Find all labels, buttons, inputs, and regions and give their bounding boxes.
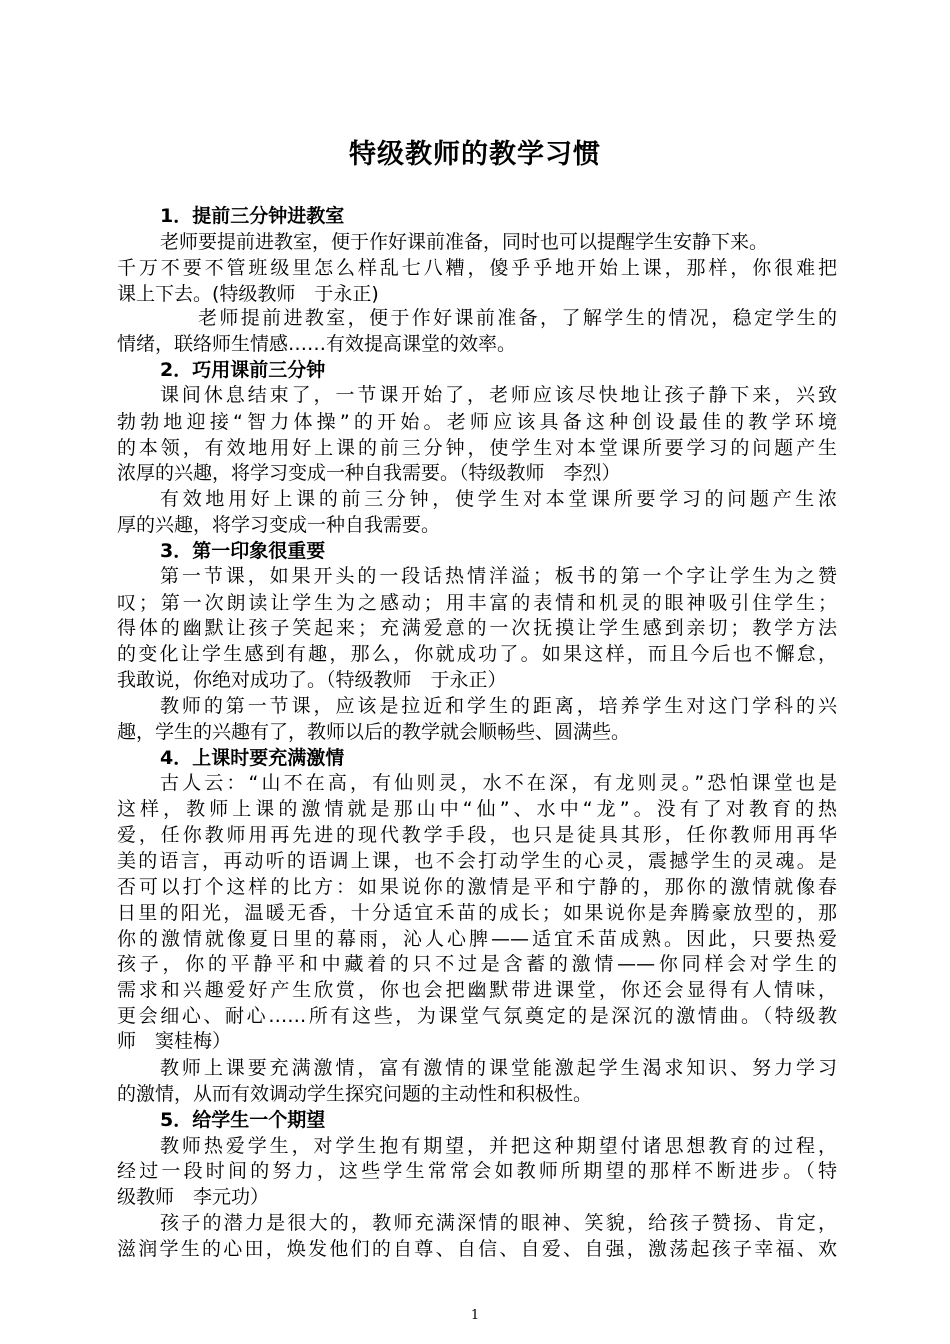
- paragraph-line: 浓厚的兴趣，将学习变成一种自我需要。（特级教师 李烈）: [117, 462, 621, 484]
- section-heading: 5．给学生一个期望: [160, 1109, 326, 1131]
- paragraph-line: 第一节课，如果开头的一段话热情洋溢；板书的第一个字让学生为之赞: [160, 565, 837, 587]
- paragraph-line: 古人云：“山不在高，有仙则灵，水不在深，有龙则灵。”恐怕课堂也是: [160, 772, 837, 794]
- paragraph-line: 课间休息结束了，一节课开始了，老师应该尽快地让孩子静下来，兴致: [160, 384, 837, 406]
- paragraph-line: 有效地用好上课的前三分钟，使学生对本堂课所要学习的问题产生浓: [160, 488, 837, 510]
- paragraph-line: 趣，学生的兴趣有了，教师以后的教学就会顺畅些、圆满些。: [117, 721, 631, 743]
- paragraph-line: 师 窦桂梅）: [117, 1030, 232, 1052]
- section-heading: 4．上课时要充满激情: [160, 747, 345, 769]
- paragraph-line: 厚的兴趣，将学习变成一种自我需要。: [117, 514, 441, 536]
- paragraph-line: 教师上课要充满激情，富有激情的课堂能激起学生渴求知识、努力学习: [160, 1057, 837, 1079]
- paragraph-line: 日里的阳光，温暖无香，十分适宜禾苗的成长；如果说你是奔腾豪放型的，那: [117, 902, 837, 924]
- paragraph-line: 千万不要不管班级里怎么样乱七八糟，傻乎乎地开始上课，那样，你很难把: [117, 257, 837, 279]
- section-heading: 3．第一印象很重要: [160, 540, 326, 562]
- paragraph-line: 叹；第一次朗读让学生为之感动；用丰富的表情和机灵的眼神吸引住学生；: [117, 592, 837, 614]
- paragraph-line: 得体的幽默让孩子笑起来；充满爱意的一次抚摸让学生感到亲切；教学方法: [117, 617, 837, 639]
- paragraph-line: 更会细心、耐心……所有这些，为课堂气氛奠定的是深沉的激情曲。（特级教: [117, 1005, 837, 1027]
- paragraph-line: 级教师 李元功）: [117, 1186, 270, 1208]
- paragraph-line: 老师提前进教室，便于作好课前准备，了解学生的情况，稳定学生的: [198, 307, 837, 329]
- paragraph-line: 孩子的潜力是很大的，教师充满深情的眼神、笑貌，给孩子赞扬、肯定，: [160, 1212, 837, 1234]
- paragraph-line: 勃勃地迎接“智力体操”的开始。老师应该具备这种创设最佳的教学环境: [117, 411, 837, 433]
- paragraph-line: 的本领，有效地用好上课的前三分钟，使学生对本堂课所要学习的问题产生: [117, 437, 837, 459]
- paragraph-line: 经过一段时间的努力，这些学生常常会如教师所期望的那样不断进步。（特: [117, 1160, 837, 1182]
- paragraph-line: 教师热爱学生，对学生抱有期望，并把这种期望付诸思想教育的过程，: [160, 1135, 837, 1157]
- section-heading: 1．提前三分钟进教室: [160, 205, 345, 227]
- paragraph-line: 课上下去。(特级教师 于永正): [117, 283, 379, 305]
- paragraph-line: 你的激情就像夏日里的幕雨，沁人心脾——适宜禾苗成熟。因此，只要热爱: [117, 928, 837, 950]
- paragraph-line: 滋润学生的心田，焕发他们的自尊、自信、自爱、自强，激荡起孩子幸福、欢: [117, 1238, 837, 1260]
- paragraph-line: 教师的第一节课，应该是拉近和学生的距离，培养学生对这门学科的兴: [160, 695, 837, 717]
- document-title: 特级教师的教学习惯: [349, 139, 601, 170]
- paragraph-line: 需求和兴趣爱好产生欣赏，你也会把幽默带进课堂，你还会显得有人情味，: [117, 979, 837, 1001]
- paragraph-line: 这样，教师上课的激情就是那山中“仙”、水中“龙”。没有了对教育的热: [117, 798, 837, 820]
- paragraph-line: 爱，任你教师用再先进的现代教学手段，也只是徒具其形，任你教师用再华: [117, 824, 837, 846]
- paragraph-line: 否可以打个这样的比方：如果说你的激情是平和宁静的，那你的激情就像春: [117, 876, 837, 898]
- section-heading: 2．巧用课前三分钟: [160, 359, 326, 381]
- page-number: 1: [470, 1308, 480, 1323]
- paragraph-line: 美的语言，再动听的语调上课，也不会打动学生的心灵，震撼学生的灵魂。是: [117, 850, 837, 872]
- paragraph-line: 老师要提前进教室，便于作好课前准备，同时也可以提醒学生安静下来。: [160, 231, 769, 253]
- paragraph-line: 孩子，你的平静平和中藏着的只不过是含蓄的激情——你同样会对学生的: [117, 953, 837, 975]
- paragraph-line: 的变化让学生感到有趣，那么，你就成功了。如果这样，而且今后也不懈怠，: [117, 643, 837, 665]
- paragraph-line: 的激情，从而有效调动学生探究问题的主动性和积极性。: [117, 1083, 593, 1105]
- paragraph-line: 我敢说，你绝对成功了。（特级教师 于永正）: [117, 669, 507, 691]
- paragraph-line: 情绪，联络师生情感……有效提高课堂的效率。: [117, 333, 517, 355]
